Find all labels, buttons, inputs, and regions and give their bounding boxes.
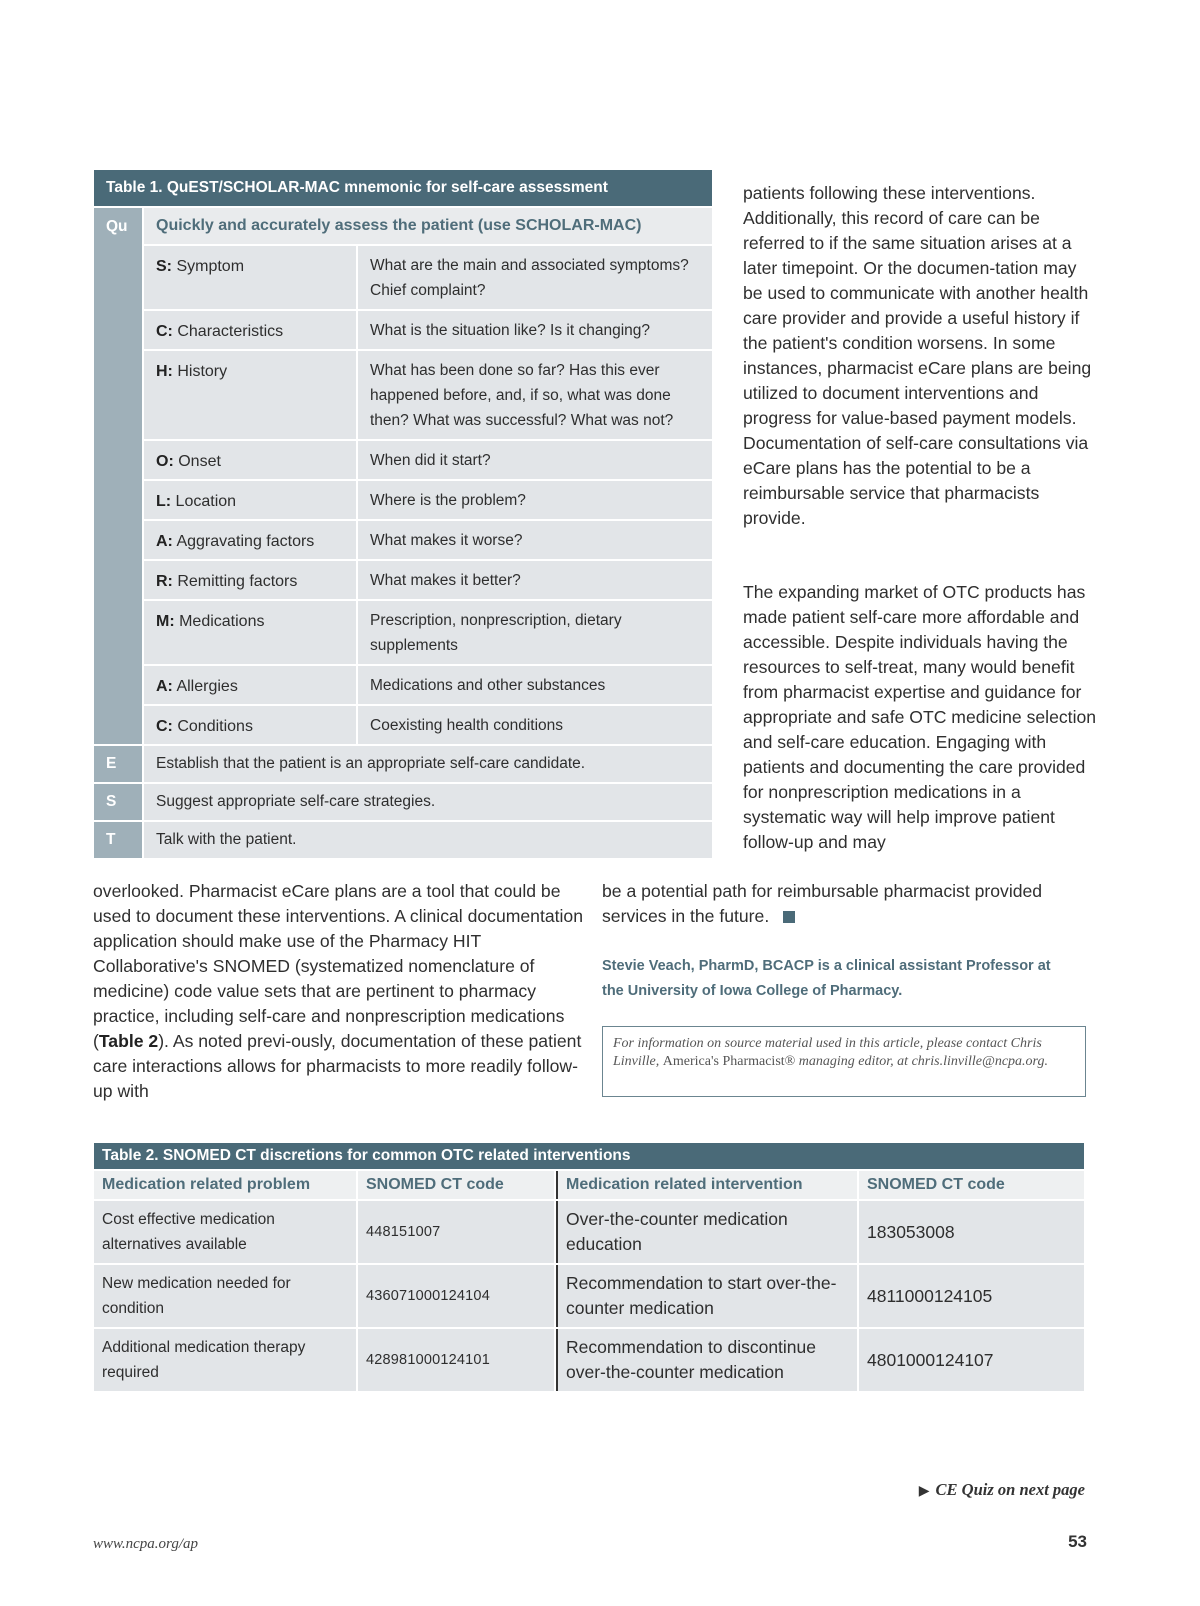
table-2-reference: Table 2 (98, 1031, 159, 1051)
table-2 (94, 1143, 1084, 1391)
page-number: 53 (1068, 1532, 1087, 1551)
table-1-caption: Table 1. QuEST/SCHOLAR-MAC mnemonic for self-care assessment (94, 170, 712, 206)
table-row (144, 561, 712, 599)
row-label: History (172, 363, 228, 380)
t-letter: T (94, 822, 142, 858)
cell-problem: Cost effective medication alternatives available (94, 1201, 356, 1263)
row-desc: What is the situation like? Is it changing? (358, 311, 712, 349)
ce-quiz-text: CE Quiz on next page (935, 1480, 1085, 1499)
row-desc: Where is the problem? (358, 481, 712, 519)
table-2-caption: Table 2. SNOMED CT discretions for common OTC related interventions (94, 1143, 1084, 1169)
cell-code-1: 448151007 (358, 1201, 554, 1263)
row-key: O: (156, 453, 174, 470)
cell-problem: New medication needed for condition (94, 1265, 356, 1327)
cell-intervention: Recommendation to discontinue over-the-counter medication (556, 1329, 857, 1391)
qu-group (94, 208, 712, 744)
header-problem: Medication related problem (94, 1171, 356, 1199)
row-desc: What has been done so far? Has this ever happened before, and, if so, what was done then? What was successful? What was not? (358, 351, 712, 439)
row-label: Conditions (172, 718, 253, 735)
row-desc: Coexisting health conditions (358, 706, 712, 744)
row-key: S: (156, 258, 172, 275)
source-info-box (602, 1026, 1086, 1097)
left-column-paragraph (93, 879, 585, 1104)
row-key: C: (156, 718, 173, 735)
row-label: Aggravating factors (172, 533, 315, 550)
t-group (94, 822, 712, 858)
row-desc: What are the main and associated symptoms? Chief complaint? (358, 246, 712, 309)
table-row (144, 351, 712, 439)
row-desc: What makes it better? (358, 561, 712, 599)
right-column-paragraph-2-continued (602, 879, 1102, 929)
table-row (144, 481, 712, 519)
table-row (144, 601, 712, 664)
table-row (144, 521, 712, 559)
row-label: Characteristics (172, 323, 284, 340)
row-desc: Prescription, nonprescription, dietary supplements (358, 601, 712, 664)
info-publication: America's Pharmacist® (662, 1054, 796, 1069)
table-1 (94, 170, 712, 858)
cell-code-2: 183053008 (859, 1201, 1084, 1263)
cell-code-2: 4811000124105 (859, 1265, 1084, 1327)
row-label: Allergies (172, 678, 238, 695)
right-column-paragraph-1: patients following these interventions. Additionally, this record of care can be referred to if the same situation arises at a later timepoint. Or the documen-tation may be used to communicate with another health care provider and provide a useful history if the patient's condition worsens. In some instances, pharmacist eCare plans are being utilized to document interventions and progress for value-based payment models. Documentation of self-care consultations via eCare plans has the potential to be a reimbursable service that pharmacists provide. (743, 183, 1092, 528)
row-key: M: (156, 613, 175, 630)
cell-code-1: 428981000124101 (358, 1329, 554, 1391)
header-code-2: SNOMED CT code (859, 1171, 1084, 1199)
cell-problem: Additional medication therapy required (94, 1329, 356, 1391)
row-key: A: (156, 678, 173, 695)
header-intervention: Medication related intervention (556, 1171, 857, 1199)
row-key: L: (156, 493, 172, 510)
info-text-2: managing editor, at chris.linville@ncpa.org. (795, 1054, 1048, 1069)
row-label: Onset (173, 453, 221, 470)
header-code-1: SNOMED CT code (358, 1171, 554, 1199)
row-key: R: (156, 573, 173, 590)
info-text-1: For information on source material used in this article, please contact Chris Linville, (613, 1036, 1042, 1069)
right-continued-text: be a potential path for reimbursable pharmacist provided services in the future. (602, 881, 1043, 926)
row-desc: What makes it worse? (358, 521, 712, 559)
row-key: C: (156, 323, 173, 340)
cell-intervention: Recommendation to start over-the-counter medication (556, 1265, 857, 1327)
cell-intervention: Over-the-counter medication education (556, 1201, 857, 1263)
row-label: Remitting factors (172, 573, 298, 590)
row-desc: Medications and other substances (358, 666, 712, 704)
table-header-row (94, 1171, 1084, 1199)
table-row (144, 706, 712, 744)
s-group (94, 784, 712, 820)
s-text: Suggest appropriate self-care strategies. (144, 784, 712, 820)
row-label: Location (171, 493, 237, 510)
s-letter: S (94, 784, 142, 820)
e-group (94, 746, 712, 782)
qu-letter: Qu (94, 208, 142, 744)
end-of-article-mark (783, 911, 795, 923)
table-row (144, 311, 712, 349)
author-bio: Stevie Veach, PharmD, BCACP is a clinical assistant Professor at the University of Iowa College of Pharmacy. (602, 958, 1051, 999)
left-text-before: overlooked. Pharmacist eCare plans are a tool that could be used to document these interventions. A clinical documentation application should make use of the Pharmacy HIT Collaborative's SNOMED (systematized nomenclature of medicine) code value sets that are pertinent to pharmacy practice, including self-care and nonprescription medications ( (93, 881, 583, 1051)
ce-quiz-link[interactable] (919, 1480, 1085, 1500)
table-row (144, 246, 712, 309)
cell-code-2: 4801000124107 (859, 1329, 1084, 1391)
row-label: Medications (174, 613, 265, 630)
row-label: Symptom (172, 258, 245, 275)
row-desc: When did it start? (358, 441, 712, 479)
table-row (94, 1201, 1084, 1263)
table-row (144, 441, 712, 479)
e-text: Establish that the patient is an appropriate self-care candidate. (144, 746, 712, 782)
right-column-paragraph-2: The expanding market of OTC products has made patient self-care more affordable and accessible. Despite individuals having the resources to self-treat, many would benefit from pharmacist expertise and guidance for appropriate and safe OTC medicine selection and self-care education. Engaging with patients and documenting the care provided for nonprescription medications in a systematic way will help improve patient follow-up and may (743, 582, 1097, 852)
play-triangle-icon: ▶ (918, 1484, 930, 1499)
row-key: H: (156, 363, 173, 380)
table-row (94, 1329, 1084, 1391)
website-url[interactable]: www.ncpa.org/ap (93, 1536, 199, 1552)
left-text-after: ). As noted previ-ously, documentation of these patient care interactions allows for pharmacists to more readily follow-up with (93, 1031, 582, 1101)
e-letter: E (94, 746, 142, 782)
cell-code-1: 436071000124104 (358, 1265, 554, 1327)
t-text: Talk with the patient. (144, 822, 712, 858)
table-row (144, 666, 712, 704)
row-key: A: (156, 533, 173, 550)
table-row (94, 1265, 1084, 1327)
qu-title: Quickly and accurately assess the patient (use SCHOLAR-MAC) (144, 208, 712, 244)
